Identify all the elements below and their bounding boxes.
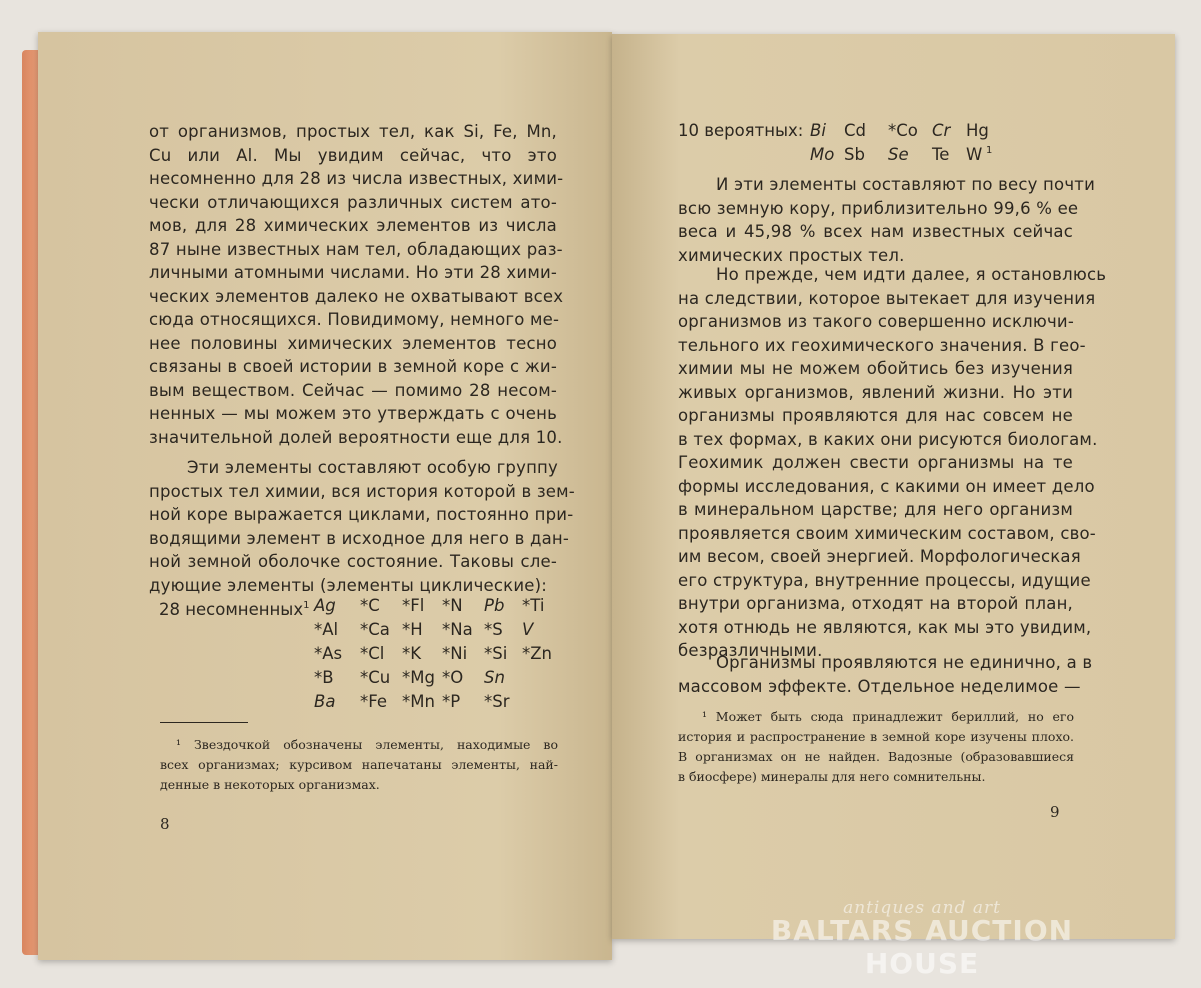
text-line: дующие элементы (элементы циклические): (149, 575, 548, 595)
element-symbol: *O (442, 668, 464, 687)
text-line: безразличными. (678, 641, 823, 660)
text-line: 87 ныне известных нам тел, обладающих раз- (149, 239, 563, 259)
element-symbol: *S (484, 620, 503, 639)
text-line: сюда относящихся. Повидимому, немного ме- (149, 310, 560, 329)
element-symbol: Mo (810, 145, 835, 164)
probable-elements (678, 119, 1078, 169)
element-symbol: *Ni (442, 644, 468, 663)
footnote-line: в биосфере) минералы для него сомнительны. (678, 769, 986, 784)
cyclic-elements-table (159, 594, 579, 724)
text-line: водящими элемент в исходное для него в дан- (149, 528, 570, 548)
elements-label: 28 несомненных (159, 599, 304, 619)
text-line: организмы проявляются для нас совсем не (678, 406, 1073, 425)
left-paragraph-2 (149, 456, 575, 597)
element-symbol: V (522, 620, 534, 639)
text-line: его структура, внутренние процессы, идущие (678, 570, 1091, 590)
left-paragraph-1 (149, 120, 564, 449)
element-symbol: *C (360, 596, 380, 615)
right-footnote (678, 707, 1074, 787)
element-symbol: *Na (442, 620, 473, 639)
element-symbol: *Co (888, 121, 918, 140)
text-line: простых тел химии, вся история которой в зем- (149, 481, 575, 501)
element-symbol: Sn (484, 668, 505, 687)
element-symbol: Te (932, 145, 950, 164)
element-symbol: *Zn (522, 644, 553, 663)
element-symbol: Pb (484, 596, 505, 615)
text-line: мов, для 28 химических элементов из числа (149, 216, 557, 235)
element-symbol: *Al (314, 620, 339, 639)
element-symbol: *H (402, 620, 423, 639)
element-symbol: *N (442, 596, 463, 615)
text-line: от организмов, простых тел, как Si, Fe, Mn, (149, 122, 557, 141)
element-symbol: *Si (484, 644, 508, 663)
element-symbol: Se (888, 145, 909, 164)
text-line: чески отличающихся различных систем ато- (149, 192, 557, 212)
text-line: формы исследования, с какими он имеет дело (678, 476, 1095, 496)
element-symbol: *Cu (360, 668, 391, 687)
footnote-rule (160, 722, 248, 723)
element-symbol: Ag (314, 596, 336, 615)
text-line: всю земную кору, приблизительно 99,6 % ее (678, 198, 1079, 218)
left-page (38, 32, 612, 960)
page-number: 9 (1050, 803, 1060, 821)
element-symbol: Bi (810, 121, 826, 140)
element-symbol: *P (442, 692, 461, 711)
element-symbol: *Ca (360, 620, 390, 639)
footnote-line: всех организмах; курсивом напечатаны элементы, най- (160, 757, 558, 772)
text-line: вым веществом. Сейчас — помимо 28 несом- (149, 380, 557, 400)
text-line: личными атомными числами. Но эти 28 хими- (149, 263, 558, 282)
text-line: ненных — мы можем это утверждать с очень (149, 404, 557, 423)
element-symbol: Sb (844, 145, 865, 164)
text-line: химических простых тел. (678, 245, 905, 265)
element-symbol: *Cl (360, 644, 385, 663)
text-line: живых организмов, явлений жизни. Но эти (678, 382, 1073, 402)
element-symbol: *B (314, 668, 334, 687)
element-symbol: *Fe (360, 692, 387, 711)
text-line: им весом, своей энергией. Морфологическая (678, 547, 1081, 566)
text-line: И эти элементы составляют по весу почти (716, 175, 1096, 194)
element-symbol: *As (314, 644, 343, 663)
element-symbol: *Sr (484, 692, 510, 711)
watermark-subtitle: antiques and art (843, 898, 1001, 918)
element-symbol: Cr (932, 121, 951, 140)
element-symbol: Ba (314, 692, 336, 711)
text-line: хотя отнюдь не являются, как мы это увидим, (678, 617, 1092, 637)
right-page (612, 34, 1175, 939)
element-symbol: Cd (844, 121, 866, 140)
watermark-title: BALTARS AUCTION HOUSE (770, 914, 1074, 980)
text-line: нее половины химических элементов тесно (149, 333, 557, 353)
probable-label: 10 вероятных: (678, 121, 804, 140)
text-line: тельного их геохимического значения. В гео- (678, 335, 1086, 355)
text-line: связаны в своей истории в земной коре с жи- (149, 357, 557, 376)
element-symbol: *Mg (402, 668, 435, 687)
text-line: на следствии, которое вытекает для изучения (678, 288, 1096, 308)
text-line: значительной долей вероятности еще для 10. (149, 427, 563, 447)
footnote-marker: 1 (986, 145, 993, 156)
text-line: внутри организма, отходят на второй план, (678, 594, 1073, 613)
footnote-line: ¹ Звездочкой обозначены элементы, находимые во (176, 737, 558, 752)
watermark (722, 898, 1122, 980)
left-footnote (160, 735, 558, 795)
text-line: химии мы не можем обойтись без изучения (678, 359, 1073, 378)
text-line: Эти элементы составляют особую группу (187, 458, 559, 477)
text-line: несомненно для 28 из числа известных, хими- (149, 169, 564, 188)
footnote-line: В организмах он не найден. Вадозные (образовавшиеся (678, 749, 1074, 764)
element-symbol: *Fl (402, 596, 425, 615)
text-line: массовом эффекте. Отдельное неделимое — (678, 676, 1081, 696)
text-line: ческих элементов далеко не охватывают всех (149, 286, 564, 306)
text-line: Организмы проявляются не единично, а в (716, 653, 1093, 672)
text-line: в минеральном царстве; для него организм (678, 500, 1073, 519)
text-line: Cu или Al. Мы увидим сейчас, что это (149, 145, 557, 165)
footnote-marker: 1 (303, 600, 310, 611)
footnote-line: ¹ Может быть сюда принадлежит бериллий, но его (702, 709, 1074, 724)
page-number: 8 (160, 815, 170, 833)
text-line: веса и 45,98 % всех нам известных сейчас (678, 222, 1073, 241)
element-symbol: Hg (966, 121, 989, 140)
text-line: Но прежде, чем идти далее, я остановлюсь (716, 265, 1107, 284)
text-line: Геохимик должен свести организмы на те (678, 453, 1073, 472)
footnote-line: денные в некоторых организмах. (160, 777, 380, 792)
right-paragraph-1 (678, 173, 1096, 267)
right-paragraph-3 (678, 651, 1093, 698)
text-line: ной земной оболочке состояние. Таковы сле- (149, 552, 557, 571)
footnote-line: история и распространение в земной коре изучены плохо. (678, 729, 1074, 744)
text-line: проявляется своим химическим составом, сво- (678, 523, 1096, 543)
text-line: ной коре выражается циклами, постоянно при- (149, 505, 574, 524)
text-line: организмов из такого совершенно исключи- (678, 312, 1074, 331)
element-symbol: *K (402, 644, 422, 663)
element-symbol: W (966, 145, 983, 164)
text-line: в тех формах, в каких они рисуются биологам. (678, 429, 1098, 449)
element-symbol: *Ti (522, 596, 545, 615)
element-symbol: *Mn (402, 692, 435, 711)
